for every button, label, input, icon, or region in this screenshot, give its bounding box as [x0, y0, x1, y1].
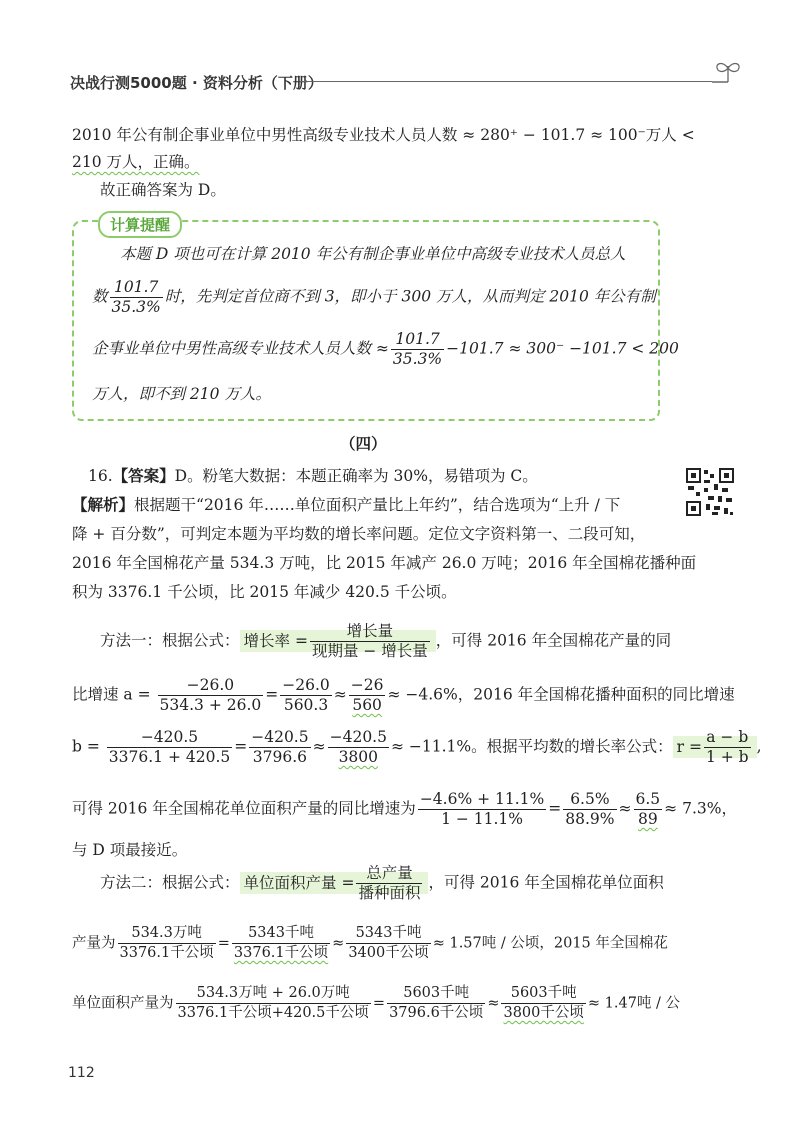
method1-c-f3-den: 89: [634, 809, 663, 829]
calc-line-2: [92, 278, 656, 317]
method1-formula-fraction: [310, 622, 430, 661]
method1-b-f2-num: −420.5: [251, 728, 309, 746]
q16-number: 16.: [88, 467, 113, 485]
method1-r-num: a − b: [706, 728, 749, 746]
calc-fraction-1: [110, 278, 163, 317]
calc-line-3-pre: 企事业单位中男性高级专业技术人员人数 ≈: [92, 339, 389, 358]
method2-tail: ，可得 2016 年全国棉花单位面积: [428, 873, 664, 892]
method1-a-line: 比增速 a = $\frac{-26.0}{534.3 + 26.0}$ = $\frac{-26.0}{560.3}$ ≈ $\frac{-26}{560}$ ≈ −4.6%，2016 年全国棉花播种面积的同比增速: [72, 676, 735, 714]
page-number: 112: [68, 1065, 95, 1081]
method1-c-f1-den: 1 − 11.1%: [418, 809, 546, 829]
method1-c-pre: 可得 2016 年全国棉花单位面积产量的同比增速为: [72, 799, 416, 818]
method2-formula-label: 单位面积产量 =: [243, 873, 355, 892]
method1-c-f2-den: 88.9%: [565, 810, 615, 828]
calc-fraction-2: [391, 330, 444, 369]
method2-l3-f3-den: 3800千公顷: [503, 1005, 584, 1021]
method2-l3-fraction-1: [176, 984, 371, 1023]
method1-a-pre: 比增速 a =: [72, 685, 151, 704]
method1-b-tail: ≈ −11.1%。根据平均数的增长率公式：: [390, 737, 673, 756]
calc-line-2-pre: 数: [92, 287, 108, 306]
method2-l2-tail: ≈ 1.57吨 / 公顷，2015 年全国棉花: [432, 935, 668, 952]
method1-a-tail: ≈ −4.6%，2016 年全国棉花播种面积的同比增速: [387, 685, 735, 704]
running-header-title: 决战行测5000题 · 资料分析（下册）: [70, 74, 323, 92]
method1-r-label: r =: [676, 737, 702, 756]
method2-l2-f3-num: 5343千吨: [355, 925, 422, 941]
method1-a-f1-num: −26.0: [186, 676, 235, 694]
q16-answer-text: D。粉笔大数据：本题正确率为 30%，易错项为 C。: [174, 467, 538, 485]
method1-a-fraction-2: [280, 676, 332, 715]
method1-formula-label: 增长率 =: [243, 631, 308, 650]
method2-l2-pre: 产量为: [72, 935, 116, 952]
method2-l3-f1-den: 3376.1千公顷+420.5千公顷: [177, 1005, 369, 1021]
q16-answer-label: 【答案】: [112, 466, 175, 485]
calc-line-3-post: −101.7 ≈ 300⁻ −101.7 < 200: [446, 339, 679, 358]
calc-f2-den: 35.3%: [392, 350, 443, 368]
method1-a-f2-den: 560.3: [280, 695, 332, 715]
method1-b-fraction-1: [107, 728, 232, 767]
method2-l3-pre: 单位面积产量为: [72, 995, 174, 1012]
method2-l3-fraction-2: [387, 984, 485, 1023]
q16-analysis-text-1: 根据题干“2016 年……单位面积产量比上年约”，结合选项为“上升 / 下: [134, 496, 621, 514]
method1-c-f3-num: 6.5: [635, 790, 661, 808]
calc-line-2-post: 时，先判定首位商不到 3，即小于 300 万人，从而判定 2010 年公有制: [164, 287, 656, 306]
method2-intro: 方法二：根据公式：: [100, 873, 240, 892]
method1-formula-den: 现期量 − 增长量: [311, 642, 428, 660]
method2-formula-fraction: [356, 864, 422, 903]
method2-formula-den: 播种面积: [358, 884, 421, 902]
sprout-icon: [708, 56, 748, 88]
method1-c-fraction-3: [634, 790, 663, 829]
q16-analysis-line-2: 降 + 百分数”，可判定本题为平均数的增长率问题。定位文字资料第一、二段可知，: [72, 525, 646, 543]
q16-answer-line: [88, 466, 538, 486]
method2-l2-f2-den: 3376.1千公顷: [233, 945, 329, 961]
method2-l2-f3-den: 3400千公顷: [348, 945, 429, 961]
method1-b-f1-den: 3376.1 + 420.5: [108, 748, 231, 766]
method1-r-formula: [673, 728, 757, 766]
method2-l3-f2-num: 5603千吨: [403, 985, 470, 1001]
method2-l2-fraction-3: [346, 924, 430, 963]
q16-analysis-label: 【解析】: [72, 495, 135, 514]
method1-b-fraction-3: [328, 728, 389, 767]
method1-a-fraction-1: [158, 676, 264, 715]
q16-analysis-line-3: 2016 年全国棉花产量 534.3 万吨，比 2015 年减产 26.0 万吨；2016 年全国棉花播种面: [72, 554, 697, 572]
method2-l2-f1-num: 534.3万吨: [131, 925, 202, 941]
intro-line-1: 2010 年公有制企事业单位中男性高级专业技术人员人数 ≈ 280⁺ − 101.7 ≈ 100⁻万人 <: [72, 126, 695, 144]
method1-intro: 方法一：根据公式：: [100, 631, 240, 650]
method2-l2-f1-den: 3376.1千公顷: [119, 945, 214, 961]
calc-line-3: [92, 330, 679, 369]
qr-code-icon: [686, 468, 734, 516]
calc-f2-num: 101.7: [395, 330, 440, 348]
calc-line-1: 本题 D 项也可在计算 2010 年公有制企事业单位中高级专业技术人员总人: [120, 245, 626, 263]
method1-a-fraction-3: [349, 676, 386, 715]
method1-a-f2-num: −26.0: [282, 676, 330, 694]
method1-b-f3-num: −420.5: [329, 728, 387, 746]
q16-analysis-line-1: [72, 495, 620, 515]
method2-line-2: 产量为 $\frac{\text{534.3万吨}}{\text{3376.1千公顷}}$ = $\frac{\text{5343千吨}}{\text{3376.1千公顷}}$ ≈ $\frac{\text{5343千吨}}{\text{3400千公顷}}$ ≈ 1.57吨 / 公顷，2015 年全国棉花: [72, 925, 668, 961]
method1-c-f1-num: −4.6% + 11.1%: [419, 790, 545, 808]
intro-line-2-text: 210 万人，正确。: [72, 153, 200, 171]
method1-a-f1-den: 534.3 + 26.0: [159, 696, 262, 714]
method2-formula-num: 总产量: [366, 864, 413, 882]
intro-line-3: 故正确答案为 D。: [100, 181, 226, 199]
method2-l3-fraction-3: [501, 984, 585, 1023]
method1-b-fraction-2: [249, 728, 310, 767]
method1-b-f3-den: 3800: [328, 747, 389, 767]
q16-analysis-line-4: 积为 3376.1 千公顷，比 2015 年减少 420.5 千公顷。: [72, 583, 457, 601]
method2-l2-fraction-1: [118, 924, 216, 963]
calc-f1-num: 101.7: [113, 278, 159, 296]
method1-c-f2-num: 6.5%: [570, 790, 610, 808]
intro-line-2: [72, 152, 200, 172]
method1-formula-num: 增长量: [346, 622, 394, 640]
method1-b-pre: b =: [72, 737, 100, 756]
method1-a-f3-den: 560: [349, 695, 386, 715]
method2-l3-f1-num: 534.3万吨 + 26.0万吨: [196, 985, 350, 1001]
method1-b-f2-den: 3796.6: [249, 747, 310, 767]
method2-l3-f3-num: 5603千吨: [510, 985, 577, 1001]
section-title: （四）: [340, 434, 387, 453]
method1-c-fraction-2: [563, 790, 616, 829]
method2-l2-f2-num: 5343千吨: [248, 925, 314, 941]
method1-r-fraction: [704, 728, 751, 767]
method2-line-3: 单位面积产量为 $\frac{\text{534.3万吨 + 26.0万吨}}{\text{3376.1千公顷+420.5千公顷}}$ = $\frac{\text{5603千吨}}{\text{3796.6千公顷}}$ ≈ $\frac{\text{5603千吨}}{\text{3800千公顷}}$ ≈ 1.47吨 / 公: [72, 985, 681, 1021]
calc-line-4: 万人，即不到 210 万人。: [92, 385, 271, 403]
method1-formula-line: [100, 622, 671, 661]
method1-b-line: b = $\frac{-420.5}{3376.1 + 420.5}$ = $\frac{-420.5}{3796.6}$ ≈ $\frac{-420.5}{3800}$ ≈ −11.1%。根据平均数的增长率公式： r = $\frac{a - b}{1 + b}$ ,: [72, 728, 762, 766]
header-rule: [300, 81, 712, 82]
calc-reminder-tab: 计算提醒: [98, 211, 182, 238]
method2-formula-line: [100, 864, 664, 903]
method1-c-fraction-1: [418, 790, 546, 829]
method1-formula: [240, 622, 436, 660]
method1-a-f3-num: −26: [350, 676, 384, 694]
method2-formula: [240, 864, 429, 902]
method1-b-f1-num: −420.5: [140, 728, 199, 746]
method1-end-line: 与 D 项最接近。: [72, 841, 188, 859]
method2-l3-f2-den: 3796.6千公顷: [389, 1005, 484, 1021]
method1-c-tail: ≈ 7.3%，: [664, 799, 737, 818]
calc-f1-den: 35.3%: [111, 298, 161, 316]
method1-r-den: 1 + b: [705, 748, 749, 766]
method2-l3-tail: ≈ 1.47吨 / 公: [587, 995, 681, 1012]
method1-c-line: 可得 2016 年全国棉花单位面积产量的同比增速为 $\frac{-4.6\% + 11.1\%}{1 - 11.1\%}$ = $\frac{6.5\%}{88.9\%}$ ≈ $\frac{6.5}{89}$ ≈ 7.3%，: [72, 790, 737, 828]
method2-l2-fraction-2: [232, 924, 330, 963]
method1-tail: ，可得 2016 年全国棉花产量的同: [435, 631, 672, 650]
